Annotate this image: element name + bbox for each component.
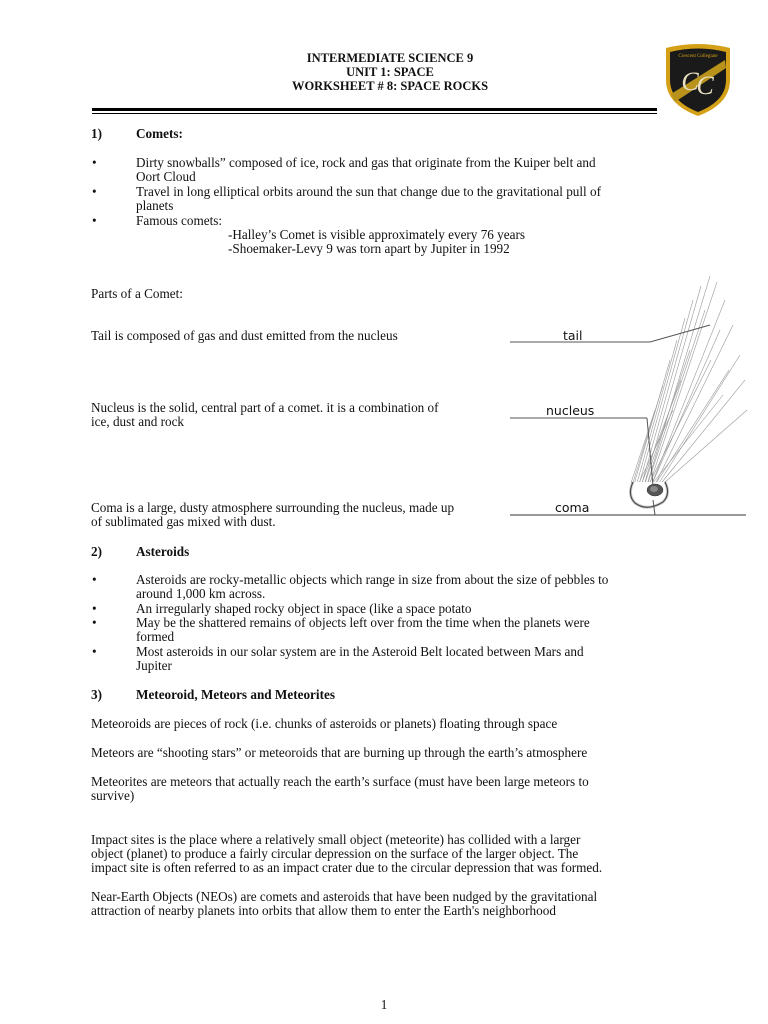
comet-bullet-2: Travel in long elliptical orbits around the sun that change due to the gravitational pull of bbox=[136, 184, 602, 199]
nucleus-label: nucleus bbox=[546, 403, 595, 418]
comet-bullet-1: Dirty snowballs” composed of ice, rock and gas that originate from the Kuiper belt and bbox=[136, 155, 596, 170]
section-1-number: 1) bbox=[91, 126, 102, 141]
asteroid-bullet-3: May be the shattered remains of objects left over from the time when the planets were bbox=[136, 615, 590, 630]
svg-text:Crescent Collegiate: Crescent Collegiate bbox=[678, 54, 718, 59]
neo-definition-1: Near-Earth Objects (NEOs) are comets and asteroids that have been nudged by the gravitational bbox=[91, 889, 598, 904]
asteroid-bullet-3-cont: formed bbox=[136, 629, 175, 644]
bullet-glyph: • bbox=[92, 615, 97, 630]
famous-comet-shoemaker: -Shoemaker-Levy 9 was torn apart by Jupiter in 1992 bbox=[228, 241, 510, 256]
meteorites-definition-1: Meteorites are meteors that actually reach the earth’s surface (must have been large meteors to bbox=[91, 774, 589, 789]
tail-description: Tail is composed of gas and dust emitted from the nucleus bbox=[91, 328, 398, 343]
coma-label: coma bbox=[555, 500, 590, 515]
asteroid-bullet-2: An irregularly shaped rocky object in space (like a space potato bbox=[136, 601, 472, 616]
section-3-number: 3) bbox=[91, 687, 102, 702]
tail-label: tail bbox=[563, 328, 583, 343]
meteorites-definition-2: survive) bbox=[91, 788, 135, 803]
section-2-number: 2) bbox=[91, 544, 102, 559]
bullet-glyph: • bbox=[92, 601, 97, 616]
nucleus-description-2: ice, dust and rock bbox=[91, 414, 185, 429]
impact-sites-1: Impact sites is the place where a relatively small object (meteorite) has collided with a larger bbox=[91, 832, 581, 847]
meteors-definition: Meteors are “shooting stars” or meteoroids that are burning up through the earth’s atmosphere bbox=[91, 745, 588, 760]
asteroid-bullet-1-cont: around 1,000 km across. bbox=[136, 586, 266, 601]
section-2-title: Asteroids bbox=[136, 544, 190, 559]
parts-of-comet-heading: Parts of a Comet: bbox=[91, 286, 183, 301]
title-line-2: UNIT 1: SPACE bbox=[346, 65, 434, 79]
comet-bullet-2-cont: planets bbox=[136, 198, 174, 213]
coma-description-1: Coma is a large, dusty atmosphere surrounding the nucleus, made up bbox=[91, 500, 455, 515]
asteroid-bullet-4-cont: Jupiter bbox=[136, 658, 172, 673]
title-line-1: INTERMEDIATE SCIENCE 9 bbox=[306, 51, 474, 65]
impact-sites-2: object (planet) to produce a fairly circular depression on the surface of the larger object. The bbox=[91, 846, 579, 861]
title-line-3: WORKSHEET # 8: SPACE ROCKS bbox=[291, 79, 489, 93]
asteroid-bullet-1: Asteroids are rocky-metallic objects which range in size from about the size of pebbles to bbox=[136, 572, 609, 587]
section-1-title: Comets: bbox=[136, 126, 183, 141]
nucleus-description-1: Nucleus is the solid, central part of a comet. it is a combination of bbox=[91, 400, 439, 415]
svg-text:C: C bbox=[681, 67, 699, 96]
bullet-glyph: • bbox=[92, 644, 97, 659]
bullet-glyph: • bbox=[92, 184, 97, 199]
comet-bullet-3: Famous comets: bbox=[136, 213, 223, 228]
asteroid-bullet-4: Most asteroids in our solar system are in the Asteroid Belt located between Mars and bbox=[136, 644, 584, 659]
famous-comet-halley: -Halley’s Comet is visible approximately every 76 years bbox=[228, 227, 526, 242]
school-crest-logo bbox=[663, 42, 733, 118]
coma-description-2: of sublimated gas mixed with dust. bbox=[91, 514, 276, 529]
impact-sites-3: impact site is often referred to as an impact crater due to the circular depression that was formed. bbox=[91, 860, 603, 875]
svg-text:C: C bbox=[696, 71, 714, 100]
comet-bullet-1-cont: Oort Cloud bbox=[136, 169, 196, 184]
bullet-glyph: • bbox=[92, 572, 97, 587]
page-number: 1 bbox=[380, 997, 388, 1012]
meteoroids-definition: Meteoroids are pieces of rock (i.e. chunks of asteroids or planets) floating through space bbox=[91, 716, 558, 731]
comet-diagram bbox=[505, 270, 755, 525]
bullet-glyph: • bbox=[92, 155, 97, 170]
bullet-glyph: • bbox=[92, 213, 97, 228]
header-rule-thick bbox=[92, 108, 657, 111]
header-rule-thin bbox=[92, 113, 657, 114]
neo-definition-2: attraction of nearby planets into orbits that allow them to enter the Earth's neighborhood bbox=[91, 903, 556, 918]
section-3-title: Meteoroid, Meteors and Meteorites bbox=[136, 687, 335, 702]
